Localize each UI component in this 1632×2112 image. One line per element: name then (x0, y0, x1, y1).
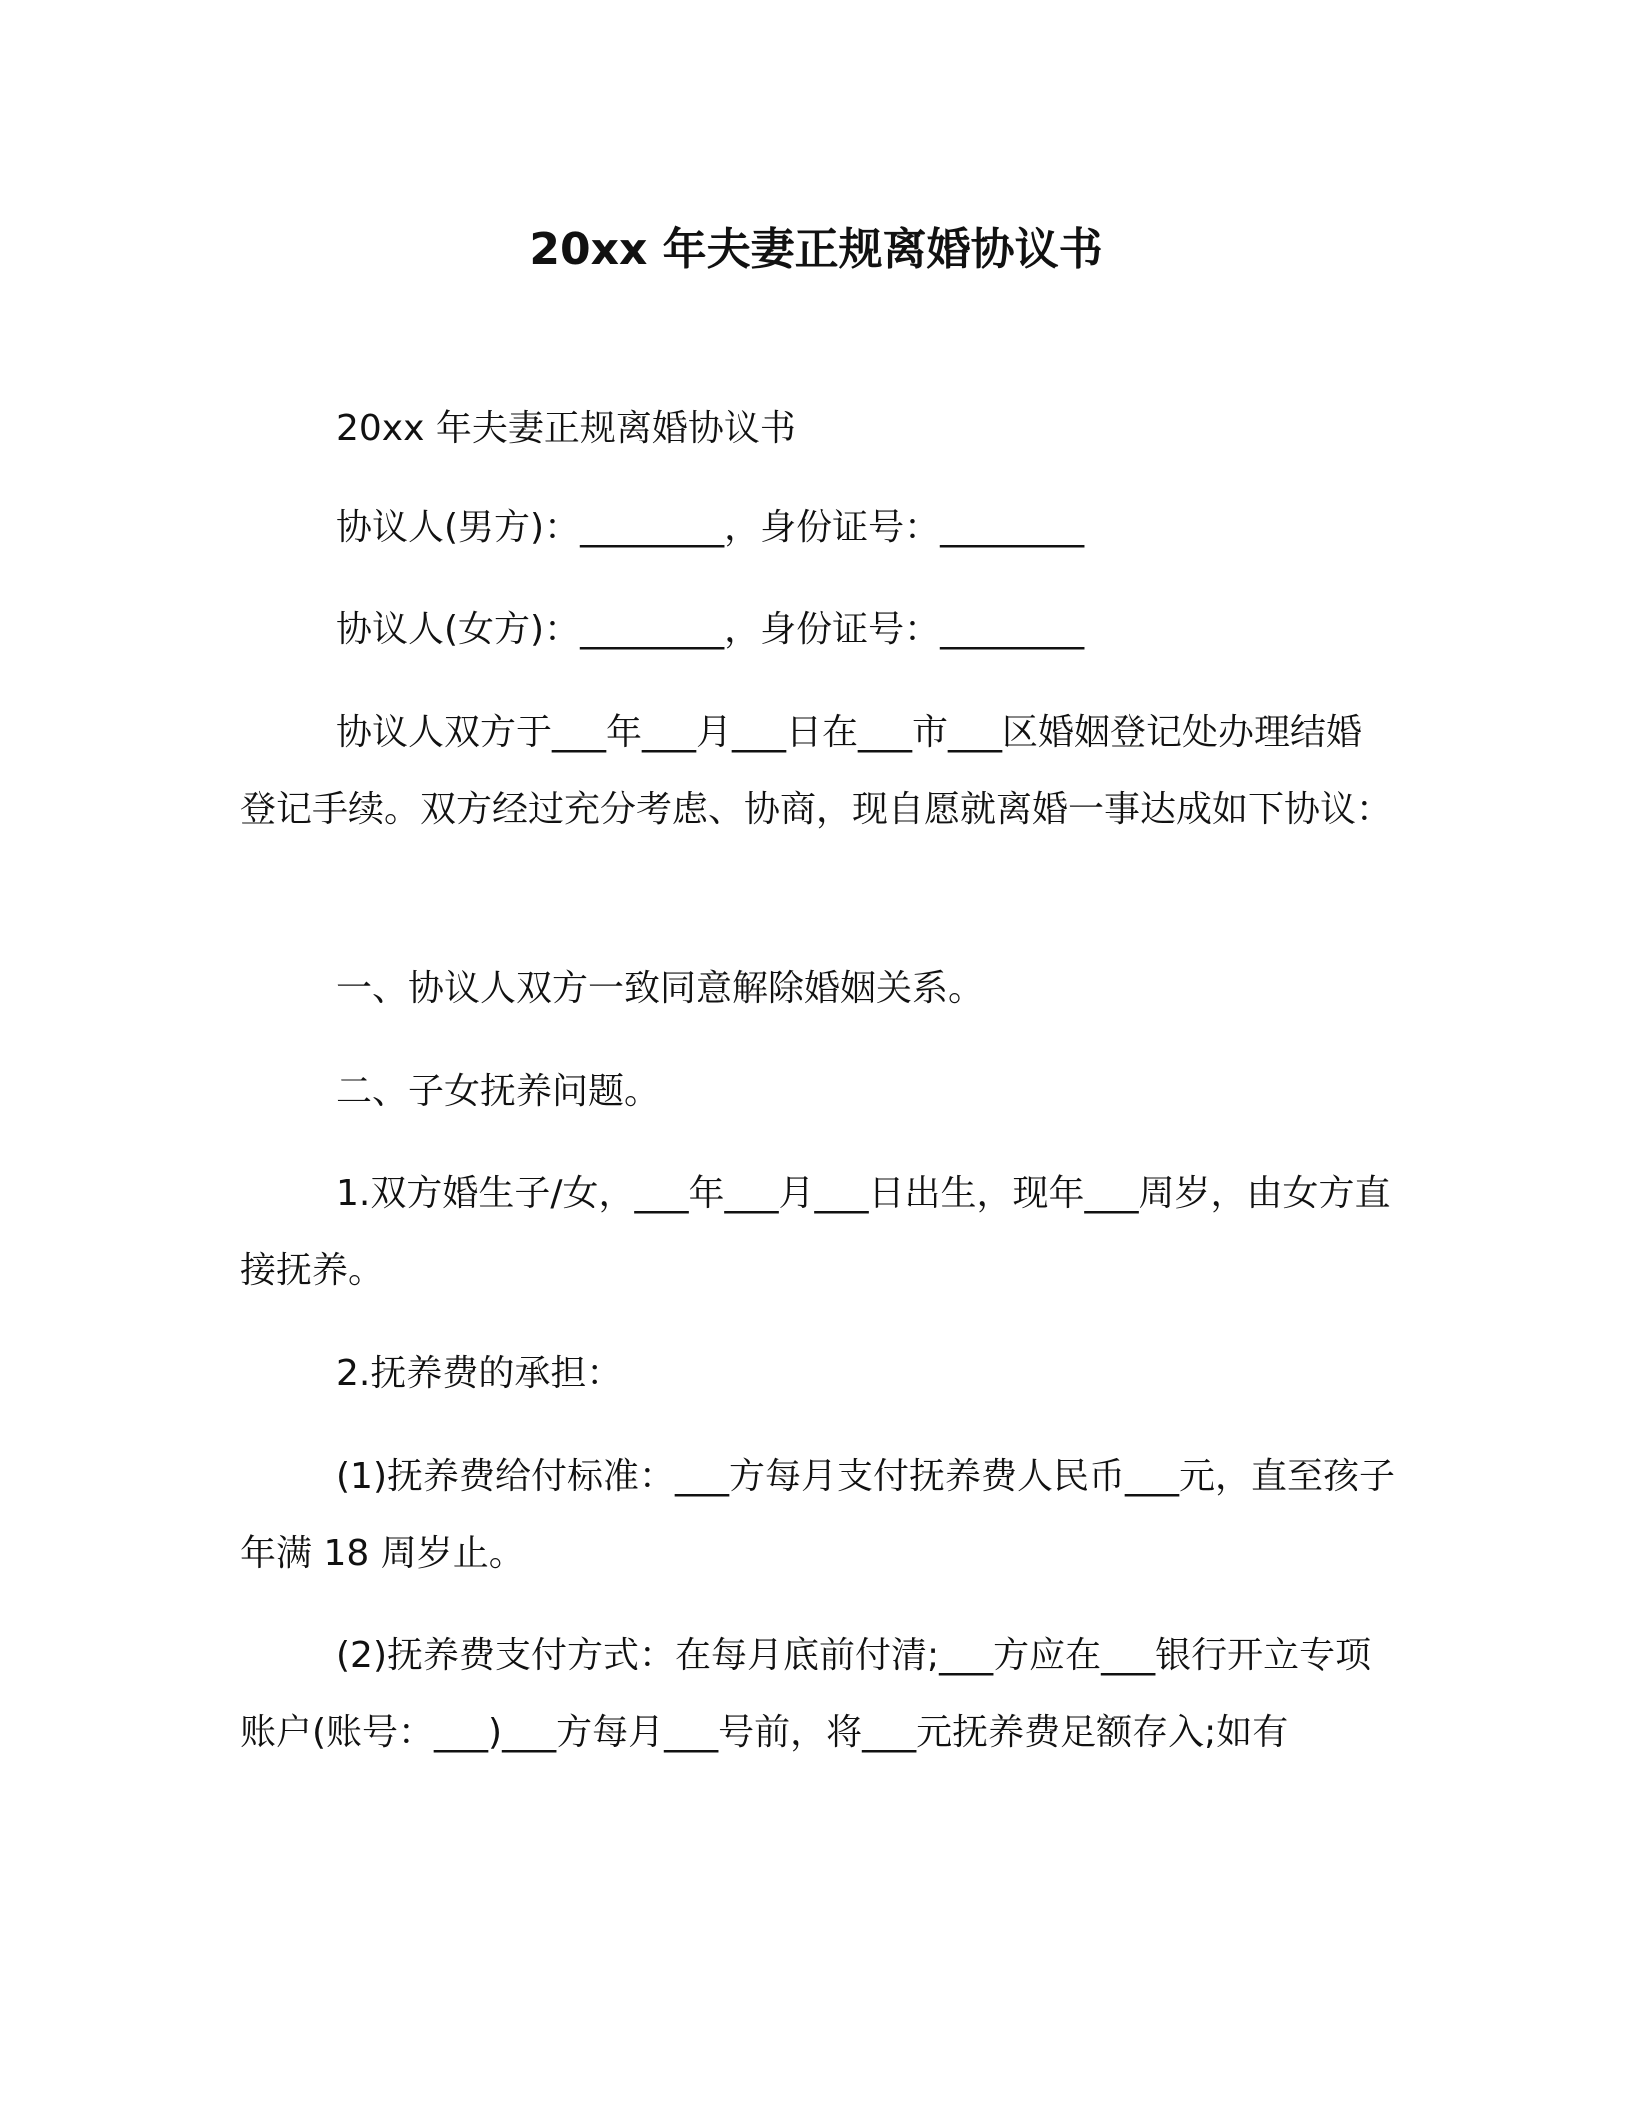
paragraph-clause-1: 一、协议人双方一致同意解除婚姻关系。 (336, 968, 985, 1009)
paragraph-marriage-registration: 协议人双方于___年___月___日在___市___区婚姻登记处办理结婚登记手续。双方经过充分考虑、协商，现自愿就离婚一事达成如下协议： (240, 712, 1393, 830)
paragraph-support-standard: (1)抚养费给付标准：___方每月支付抚养费人民币___元，直至孩子年满 18 周岁止。 (240, 1456, 1395, 1574)
paragraph-clause-2: 二、子女抚养问题。 (336, 1071, 661, 1112)
paragraph-child-info: 1.双方婚生子/女，___年___月___日出生，现年___周岁，由女方直接抚养。 (240, 1173, 1391, 1291)
document-title: 20xx 年夫妻正规离婚协议书 (529, 224, 1103, 275)
paragraph-support-method: (2)抚养费支付方式：在每月底前付清;___方应在___银行开立专项账户(账号：___)___方每月___号前，将___元抚养费足额存入;如有 (240, 1635, 1372, 1753)
paragraph-male-party: 协议人(男方)：________，身份证号：________ (336, 507, 1085, 548)
paragraph-female-party: 协议人(女方)：________，身份证号：________ (336, 609, 1085, 650)
paragraph-support-cost: 2.抚养费的承担： (336, 1353, 623, 1394)
paragraph-heading: 20xx 年夫妻正规离婚协议书 (336, 408, 796, 449)
